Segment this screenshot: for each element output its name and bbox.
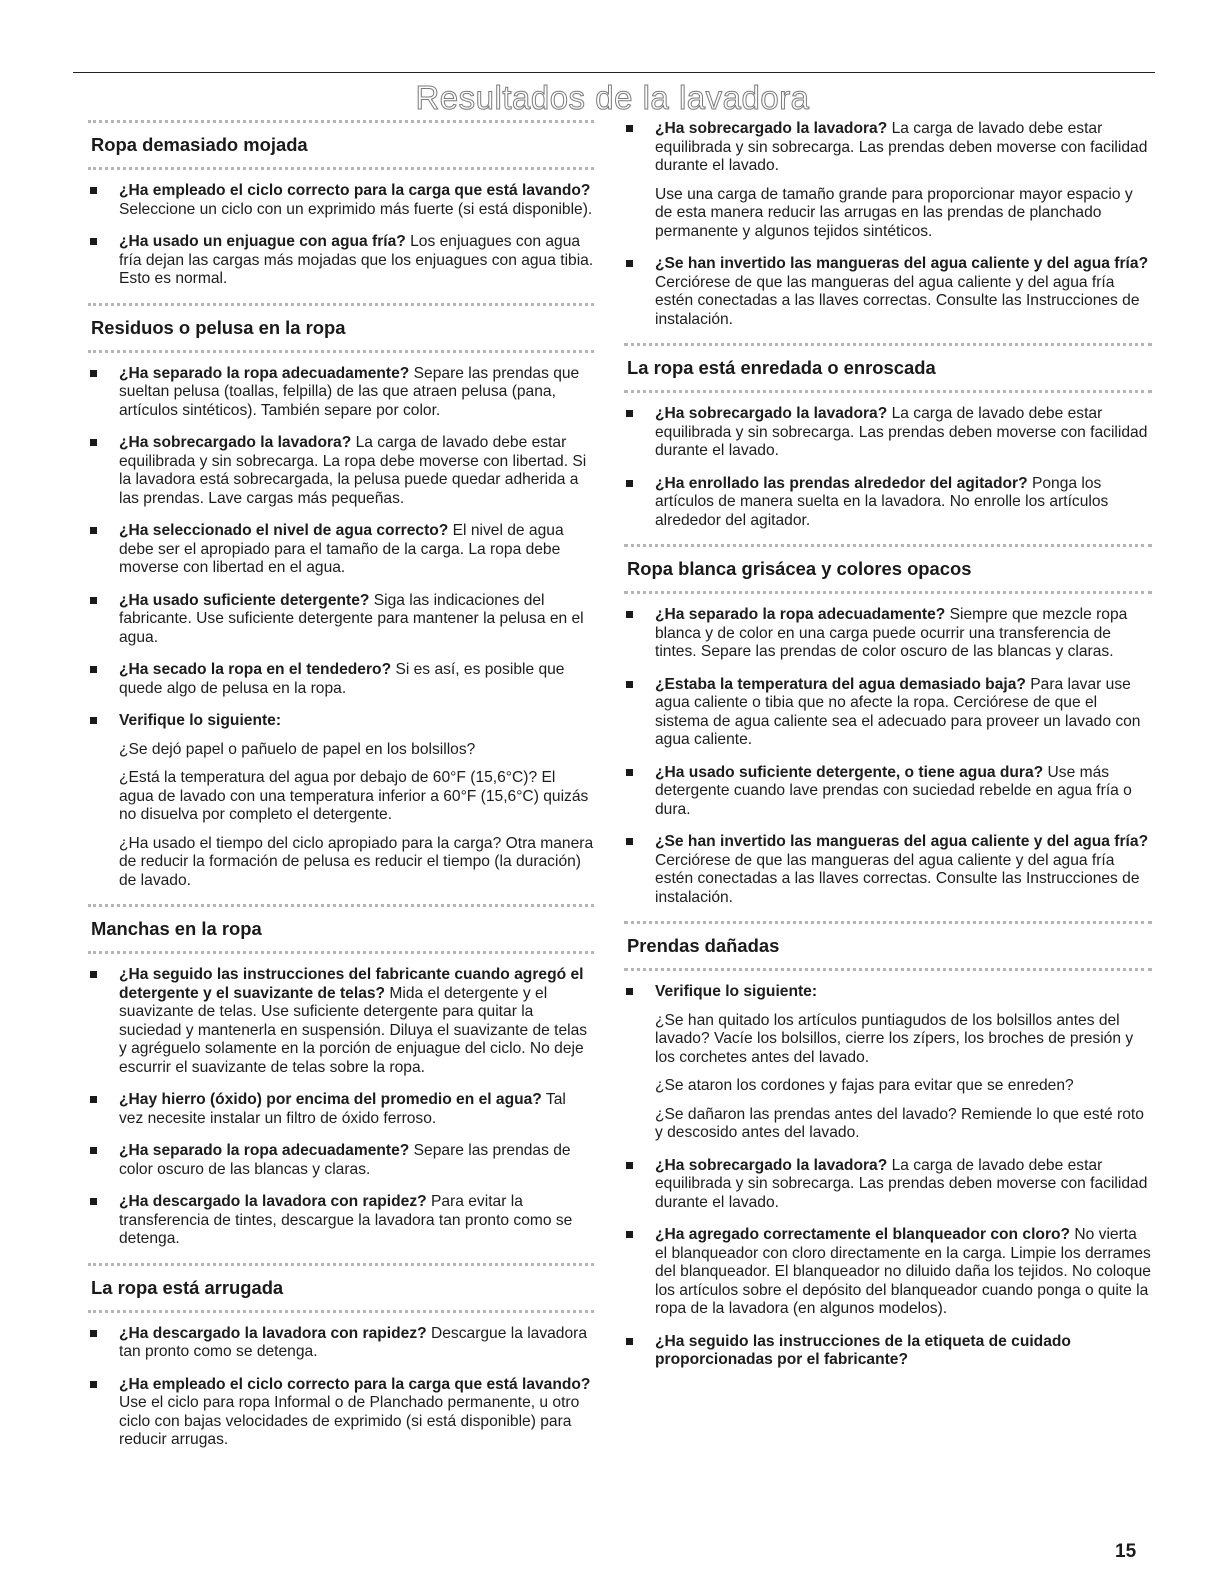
question-text: ¿Ha separado la ropa adecuadamente? — [655, 606, 946, 623]
square-bullet-icon — [626, 988, 633, 995]
square-bullet-icon — [626, 838, 633, 845]
sub-paragraph: ¿Se ataron los cordones y fajas para evitar que se enreden? — [655, 1077, 1074, 1094]
item-text — [119, 233, 594, 289]
sub-paragraph: Use una carga de tamaño grande para proporcionar mayor espacio y de esta manera reducir las arrugas en las prendas de planchado permanente y algunos tejidos sintéticos. — [655, 185, 1133, 240]
answer-text: Siga las indicaciones del fabricante. Use suficiente detergente para mantener la pelusa en el agua. — [119, 591, 584, 646]
item-text — [655, 1333, 1152, 1370]
answer-text: La carga de lavado debe estar equilibrada y sin sobrecarga. Las prendas deben moverse con facilidad durante el lavado. — [655, 120, 1148, 174]
right-column — [624, 120, 1152, 1384]
left-column — [88, 120, 594, 1464]
item-text — [655, 983, 1152, 1002]
sub-paragraph: ¿Está la temperatura del agua por debajo de 60°F (15,6°C)? El agua de lavado con una temperatura inferior a 60°F (15,6°C) quizás no disuelva por completo el detergente. — [119, 769, 589, 823]
troubleshooting-item — [624, 255, 1152, 329]
question-text: Verifique lo siguiente: — [655, 983, 818, 1000]
troubleshooting-item — [624, 1157, 1152, 1213]
answer-text: Use más detergente cuando lave prendas con suciedad rebelde en agua fría o dura. — [655, 763, 1132, 818]
troubleshooting-item — [88, 434, 594, 508]
troubleshooting-item — [624, 475, 1152, 531]
troubleshooting-item — [88, 182, 594, 219]
section-heading: Ropa blanca grisácea y colores opacos — [624, 544, 1152, 594]
square-bullet-icon — [626, 410, 633, 417]
troubleshooting-item — [88, 712, 594, 890]
troubleshooting-item — [624, 1333, 1152, 1370]
answer-text: Descargue la lavadora tan pronto como se detenga. — [119, 1324, 588, 1360]
item-text — [119, 1325, 594, 1362]
answer-text: Mida el detergente y el suavizante de telas. Use suficiente detergente para quitar la suciedad y mantenerla en suspensión. Diluya el suavizante de telas y agréguelo solamente en la porción de enjuague del ciclo. No deje escurrir el suavizante de telas sobre la ropa. — [119, 984, 588, 1076]
question-text: ¿Ha separado la ropa adecuadamente? — [119, 364, 410, 382]
section-heading: Prendas dañadas — [624, 921, 1152, 971]
item-text — [655, 405, 1152, 461]
troubleshooting-list — [88, 365, 594, 891]
square-bullet-icon — [90, 1096, 97, 1103]
sub-paragraph: ¿Se dañaron las prendas antes del lavado? Remiende lo que esté roto y descosido antes del lavado. — [655, 1105, 1144, 1141]
question-text: ¿Se han invertido las mangueras del agua caliente y del agua fría? — [655, 833, 1149, 850]
item-text — [119, 182, 594, 219]
square-bullet-icon — [90, 971, 97, 978]
square-bullet-icon — [626, 769, 633, 776]
answer-text: La carga de lavado debe estar equilibrada y sin sobrecarga. Las prendas deben moverse con facilidad durante el lavado. — [655, 1156, 1148, 1211]
question-text: ¿Ha empleado el ciclo correcto para la carga que está lavando? — [119, 182, 591, 199]
troubleshooting-item — [88, 1193, 594, 1249]
item-text — [119, 966, 594, 1077]
item-text — [655, 1226, 1152, 1319]
section-heading: Ropa demasiado mojada — [88, 120, 594, 170]
troubleshooting-item — [88, 522, 594, 578]
item-text — [119, 661, 594, 698]
question-text: ¿Estaba la temperatura del agua demasiado baja? — [655, 675, 1026, 693]
question-text: ¿Se han invertido las mangueras del agua caliente y del agua fría? — [655, 255, 1149, 272]
question-text: ¿Ha separado la ropa adecuadamente? — [119, 1142, 410, 1159]
answer-text: Para evitar la transferencia de tintes, descargue la lavadora tan pronto como se detenga. — [119, 1193, 573, 1247]
answer-text: La carga de lavado debe estar equilibrada y sin sobrecarga. La ropa debe moverse con libertad. Si la lavadora está sobrecargada, la pelusa puede quedar adherida a las prendas. Lave cargas más pequeñas. — [119, 434, 587, 507]
item-text — [655, 676, 1152, 750]
troubleshooting-item — [88, 661, 594, 698]
question-text: ¿Ha usado suficiente detergente? — [119, 591, 370, 609]
answer-text: El nivel de agua debe ser el apropiado para el tamaño de la carga. La ropa debe moverse con libertad en el agua. — [119, 522, 564, 576]
square-bullet-icon — [90, 238, 97, 245]
section-heading: Residuos o pelusa en la ropa — [88, 303, 594, 353]
square-bullet-icon — [626, 1231, 633, 1238]
item-text — [119, 365, 594, 421]
item-text — [655, 475, 1152, 531]
question-text: ¿Ha seguido las instrucciones del fabricante cuando agregó el detergente y el suavizante de telas? — [119, 966, 584, 1002]
item-text — [119, 434, 594, 508]
troubleshooting-item — [88, 1376, 594, 1450]
question-text: ¿Ha seguido las instrucciones de la etiqueta de cuidado proporcionadas por el fabricante? — [655, 1332, 1071, 1368]
question-text: ¿Hay hierro (óxido) por encima del promedio en el agua? — [119, 1091, 542, 1108]
item-text — [655, 833, 1152, 907]
troubleshooting-list — [88, 1325, 594, 1450]
square-bullet-icon — [90, 1381, 97, 1388]
square-bullet-icon — [626, 681, 633, 688]
square-bullet-icon — [626, 480, 633, 487]
square-bullet-icon — [626, 611, 633, 618]
question-text: ¿Ha descargado la lavadora con rapidez? — [119, 1324, 427, 1342]
answer-text: Siempre que mezcle ropa blanca y de color en una carga puede ocurrir una transferencia de tintes. Separe las prendas de color oscuro de las blancas y claras. — [655, 606, 1128, 660]
answer-text: Separe las prendas que sueltan pelusa (toallas, felpilla) de las que atraen pelusa (pana, artículos sintéticos). También separe por color. — [119, 364, 580, 419]
troubleshooting-section — [624, 544, 1152, 907]
answer-text: Si es así, es posible que quede algo de pelusa en la ropa. — [119, 661, 565, 697]
item-text — [119, 592, 594, 648]
troubleshooting-section — [88, 120, 594, 289]
square-bullet-icon — [90, 1198, 97, 1205]
item-text — [119, 1091, 594, 1128]
item-text — [119, 712, 594, 731]
troubleshooting-item — [88, 1142, 594, 1179]
troubleshooting-list — [88, 182, 594, 289]
troubleshooting-section — [88, 303, 594, 891]
troubleshooting-item — [88, 592, 594, 648]
troubleshooting-list — [88, 966, 594, 1249]
troubleshooting-list — [624, 983, 1152, 1370]
item-text — [655, 606, 1152, 662]
answer-text: Ponga los artículos de manera suelta en la lavadora. No enrolle los artículos alrededor del agitador. — [655, 474, 1109, 529]
answer-text: Separe las prendas de color oscuro de las blancas y claras. — [119, 1142, 571, 1178]
section-heading: Manchas en la ropa — [88, 904, 594, 954]
square-bullet-icon — [90, 666, 97, 673]
troubleshooting-item — [624, 1226, 1152, 1319]
troubleshooting-item — [88, 233, 594, 289]
square-bullet-icon — [626, 1162, 633, 1169]
answer-text: La carga de lavado debe estar equilibrada y sin sobrecarga. Las prendas deben moverse con facilidad durante el lavado. — [655, 405, 1148, 459]
question-text: ¿Ha usado un enjuague con agua fría? — [119, 233, 406, 250]
answer-text: No vierta el blanqueador con cloro directamente en la carga. Limpie los derrames del blanqueador. El blanqueador no diluido daña los tejidos. No coloque los artículos sobre el depósito del blanqueador cuando ponga o quite la ropa de la lavadora (en algunos modelos). — [655, 1226, 1151, 1317]
question-text: ¿Ha enrollado las prendas alrededor del agitador? — [655, 474, 1028, 492]
sub-paragraph: ¿Ha usado el tiempo del ciclo apropiado para la carga? Otra manera de reducir la formación de pelusa es reducir el tiempo (la duración) de lavado. — [119, 834, 594, 889]
answer-text: Para lavar use agua caliente o tibia que no afecte la ropa. Cerciórese de que el sistema de agua caliente sea el adecuado para proveer un lavado con agua caliente. — [655, 675, 1141, 748]
troubleshooting-list — [624, 405, 1152, 530]
item-text — [655, 1157, 1152, 1213]
question-text: ¿Ha sobrecargado la lavadora? — [119, 434, 352, 451]
troubleshooting-item — [624, 120, 1152, 241]
square-bullet-icon — [626, 125, 633, 132]
troubleshooting-section — [624, 343, 1152, 530]
answer-text: Seleccione un ciclo con un exprimido más fuerte (si está disponible). — [119, 200, 593, 218]
troubleshooting-list — [624, 606, 1152, 907]
square-bullet-icon — [90, 187, 97, 194]
square-bullet-icon — [90, 1330, 97, 1337]
page-number: 15 — [1115, 1541, 1137, 1562]
question-text: ¿Ha seleccionado el nivel de agua correcto? — [119, 522, 449, 539]
question-text: Verifique lo siguiente: — [119, 712, 282, 729]
troubleshooting-item — [88, 1325, 594, 1362]
square-bullet-icon — [90, 597, 97, 604]
troubleshooting-item — [88, 365, 594, 421]
troubleshooting-section — [624, 921, 1152, 1370]
troubleshooting-section — [88, 904, 594, 1249]
item-text — [119, 522, 594, 578]
square-bullet-icon — [90, 370, 97, 377]
troubleshooting-item — [88, 966, 594, 1077]
square-bullet-icon — [626, 1338, 633, 1345]
question-text: ¿Ha sobrecargado la lavadora? — [655, 405, 888, 422]
question-text: ¿Ha sobrecargado la lavadora? — [655, 1156, 888, 1174]
answer-text: Cerciórese de que las mangueras del agua caliente y del agua fría estén conectadas a las llaves correctas. Consulte las Instrucciones de instalación. — [655, 851, 1140, 906]
answer-text: Cerciórese de que las mangueras del agua caliente y del agua fría estén conectadas a las llaves correctas. Consulte las Instrucciones de instalación. — [655, 273, 1140, 328]
page-title: Resultados de la lavadora — [415, 79, 810, 116]
question-text: ¿Ha usado suficiente detergente, o tiene agua dura? — [655, 763, 1044, 781]
square-bullet-icon — [90, 439, 97, 446]
square-bullet-icon — [626, 260, 633, 267]
troubleshooting-item — [624, 676, 1152, 750]
item-text — [119, 1193, 594, 1249]
sub-paragraph: ¿Se dejó papel o pañuelo de papel en los bolsillos? — [119, 740, 476, 758]
troubleshooting-item — [88, 1091, 594, 1128]
item-text — [655, 120, 1152, 176]
answer-text: Tal vez necesite instalar un filtro de óxido ferroso. — [119, 1091, 566, 1127]
section-heading: La ropa está enredada o enroscada — [624, 343, 1152, 393]
top-rule — [73, 72, 1155, 73]
square-bullet-icon — [90, 527, 97, 534]
square-bullet-icon — [90, 717, 97, 724]
question-text: ¿Ha descargado la lavadora con rapidez? — [119, 1193, 427, 1210]
troubleshooting-list — [624, 120, 1152, 329]
troubleshooting-item — [624, 606, 1152, 662]
troubleshooting-item — [624, 983, 1152, 1143]
item-text — [655, 764, 1152, 820]
section-heading: La ropa está arrugada — [88, 1263, 594, 1313]
troubleshooting-item — [624, 833, 1152, 907]
troubleshooting-section — [88, 1263, 594, 1450]
sub-paragraph: ¿Se han quitado los artículos puntiagudos de los bolsillos antes del lavado? Vacíe los bolsillos, cierre los zípers, los broches de presión y los corchetes antes del lavado. — [655, 1011, 1134, 1066]
question-text: ¿Ha agregado correctamente el blanqueador con cloro? — [655, 1226, 1071, 1243]
answer-text: Los enjuagues con agua fría dejan las cargas más mojadas que los enjuagues con agua tibia. Esto es normal. — [119, 233, 594, 287]
question-text: ¿Ha empleado el ciclo correcto para la carga que está lavando? — [119, 1375, 591, 1393]
square-bullet-icon — [90, 1147, 97, 1154]
troubleshooting-item — [624, 764, 1152, 820]
question-text: ¿Ha secado la ropa en el tendedero? — [119, 661, 392, 678]
item-text — [119, 1142, 594, 1179]
answer-text: Use el ciclo para ropa Informal o de Planchado permanente, u otro ciclo con bajas velocidades de exprimido (si está disponible) para reducir arrugas. — [119, 1394, 580, 1448]
item-text — [655, 255, 1152, 329]
item-text — [119, 1376, 594, 1450]
question-text: ¿Ha sobrecargado la lavadora? — [655, 120, 888, 137]
troubleshooting-item — [624, 405, 1152, 461]
